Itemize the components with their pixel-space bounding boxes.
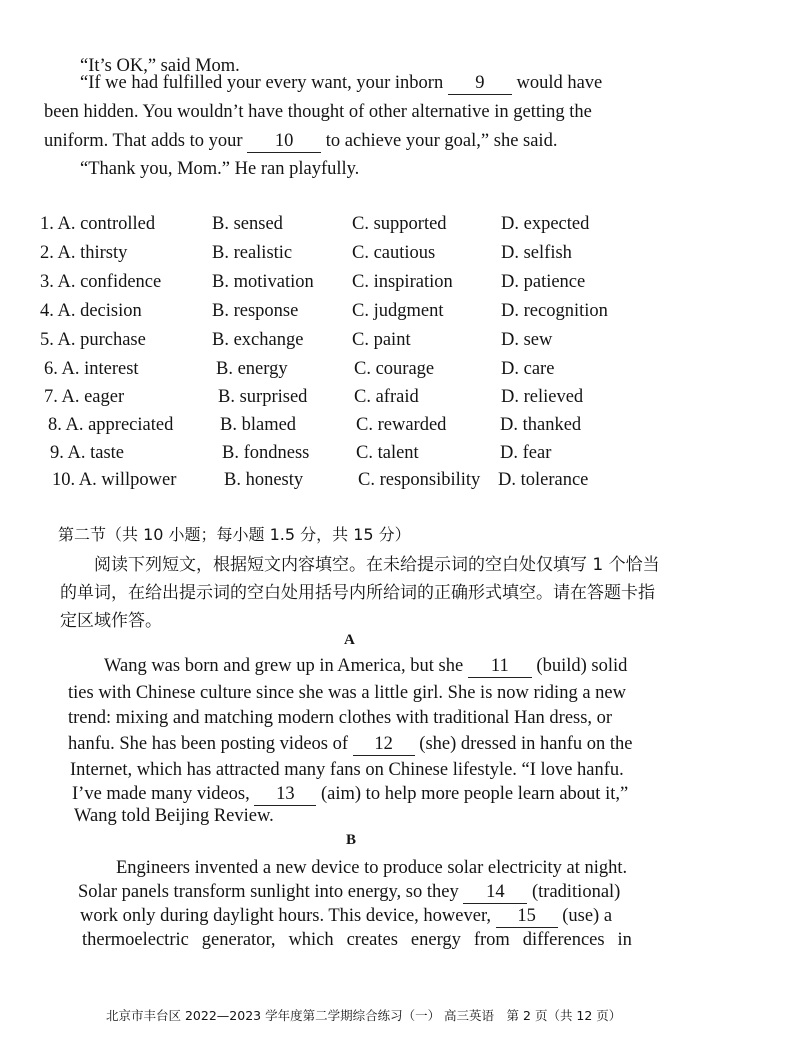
passage-text: “It’s OK,” said Mom.: [80, 56, 240, 76]
passage-text: I’ve made many videos,: [72, 784, 250, 804]
option-b: B. motivation: [212, 272, 314, 292]
answer-blank-9: 9: [448, 73, 512, 95]
passage-text: Solar panels transform sunlight into energy, so they: [78, 882, 459, 902]
passage-word: differences: [522, 930, 605, 950]
option-d: D. recognition: [501, 301, 608, 321]
option-c: C. inspiration: [352, 272, 453, 292]
option-d: D. fear: [500, 443, 552, 463]
passage-text: trend: mixing and matching modern clothes with traditional Han dress, or: [68, 708, 613, 728]
passage-line: [80, 906, 612, 928]
option-c: C. paint: [352, 330, 411, 350]
option-b: B. surprised: [218, 387, 308, 407]
passage-word: thermoelectric: [82, 930, 189, 950]
option-row: [40, 272, 760, 300]
passage-text: Internet, which has attracted many fans on Chinese lifestyle. “I love hanfu.: [70, 760, 624, 780]
passage-b-label: B: [346, 832, 357, 848]
option-row: [40, 330, 760, 358]
option-a: 9. A. taste: [50, 443, 124, 463]
option-row: [40, 443, 760, 471]
option-d: D. care: [501, 359, 555, 379]
option-c: C. cautious: [352, 243, 436, 263]
option-a: 3. A. confidence: [40, 272, 162, 292]
option-d: D. tolerance: [498, 470, 589, 490]
option-d: D. expected: [501, 214, 590, 234]
passage-line: [68, 683, 626, 704]
passage-line: [44, 131, 557, 153]
passage-line: [72, 784, 628, 806]
option-d: D. selfish: [501, 243, 572, 263]
option-c: C. responsibility: [358, 470, 481, 490]
passage-text: work only during daylight hours. This device, however,: [80, 906, 491, 926]
option-b: B. energy: [216, 359, 288, 379]
option-row: [40, 301, 760, 329]
passage-line: [74, 806, 274, 827]
passage-text: “Thank you, Mom.” He ran playfully.: [80, 159, 360, 179]
answer-blank-13: 13: [254, 784, 316, 806]
passage-text: (traditional): [531, 882, 621, 902]
option-row: [40, 214, 760, 242]
option-c: C. talent: [356, 443, 419, 463]
passage-line: [104, 656, 627, 678]
option-b: B. response: [212, 301, 299, 321]
option-a: 2. A. thirsty: [40, 243, 128, 263]
option-d: D. thanked: [500, 415, 582, 435]
passage-text: (build) solid: [536, 656, 628, 676]
option-b: B. exchange: [212, 330, 304, 350]
page-footer: 北京市丰台区 2022—2023 学年度第二学期综合练习（一） 高三英语 第 2 页（共 12 页）: [106, 1008, 622, 1023]
instructions: 定区域作答。: [60, 611, 162, 631]
passage-word: energy: [410, 930, 461, 950]
passage-line: [68, 708, 612, 729]
passage-word: generator,: [201, 930, 276, 950]
passage-word: in: [617, 930, 632, 950]
passage-text: uniform. That adds to your: [44, 131, 243, 151]
passage-text: “If we had fulfilled your every want, your inborn: [80, 73, 444, 93]
passage-text: (aim) to help more people learn about it,”: [321, 784, 629, 804]
option-row: [40, 359, 760, 387]
option-c: C. judgment: [352, 301, 444, 321]
passage-line: [44, 102, 592, 123]
passage-line: [68, 734, 632, 756]
passage-text: (use) a: [562, 906, 613, 926]
option-a: 1. A. controlled: [40, 214, 156, 234]
option-d: D. relieved: [501, 387, 584, 407]
option-c: C. courage: [354, 359, 435, 379]
option-row: [40, 470, 760, 498]
passage-line: [82, 930, 632, 951]
option-row: [40, 243, 760, 271]
passage-text: would have: [516, 73, 603, 93]
passage-line: [80, 159, 359, 180]
instructions: 的单词，在给出提示词的空白处用括号内所给词的正确形式填空。请在答题卡指: [60, 583, 655, 603]
option-a: 10. A. willpower: [52, 470, 177, 490]
passage-text: (she) dressed in hanfu on the: [419, 734, 633, 754]
passage-line: [70, 760, 624, 781]
passage-text: been hidden. You wouldn’t have thought of other alternative in getting the: [44, 102, 592, 122]
option-b: B. sensed: [212, 214, 283, 234]
option-row: [40, 415, 760, 443]
option-d: D. sew: [501, 330, 553, 350]
option-b: B. blamed: [220, 415, 297, 435]
option-a: 5. A. purchase: [40, 330, 146, 350]
option-b: B. fondness: [222, 443, 310, 463]
option-row: [40, 387, 760, 415]
option-d: D. patience: [501, 272, 586, 292]
passage-text: Engineers invented a new device to produce solar electricity at night.: [116, 858, 628, 878]
passage-text: ties with Chinese culture since she was a little girl. She is now riding a new: [68, 683, 626, 703]
answer-blank-14: 14: [463, 882, 527, 904]
passage-line: [78, 882, 620, 904]
answer-blank-11: 11: [468, 656, 532, 678]
instructions: 阅读下列短文，根据短文内容填空。在未给提示词的空白处仅填写 1 个恰当: [94, 555, 660, 575]
answer-blank-12: 12: [353, 734, 415, 756]
passage-text: hanfu. She has been posting videos of: [68, 734, 349, 754]
option-b: B. honesty: [224, 470, 304, 490]
passage-text: Wang was born and grew up in America, but she: [104, 656, 464, 676]
passage-line: [80, 73, 602, 95]
option-b: B. realistic: [212, 243, 293, 263]
passage-text: Wang told Beijing Review.: [74, 806, 274, 826]
passage-text: to achieve your goal,” she said.: [325, 131, 558, 151]
option-a: 6. A. interest: [44, 359, 139, 379]
passage-a-label: A: [344, 632, 355, 648]
passage-line: [116, 858, 627, 879]
passage-word: creates: [346, 930, 398, 950]
option-a: 8. A. appreciated: [48, 415, 174, 435]
option-a: 7. A. eager: [44, 387, 125, 407]
passage-word: which: [288, 930, 334, 950]
section-title: 第二节（共 10 小题；每小题 1.5 分，共 15 分）: [58, 525, 411, 544]
passage-word: from: [473, 930, 510, 950]
answer-blank-10: 10: [247, 131, 321, 153]
option-c: C. rewarded: [356, 415, 447, 435]
answer-blank-15: 15: [496, 906, 558, 928]
option-c: C. afraid: [354, 387, 419, 407]
option-c: C. supported: [352, 214, 447, 234]
option-a: 4. A. decision: [40, 301, 142, 321]
